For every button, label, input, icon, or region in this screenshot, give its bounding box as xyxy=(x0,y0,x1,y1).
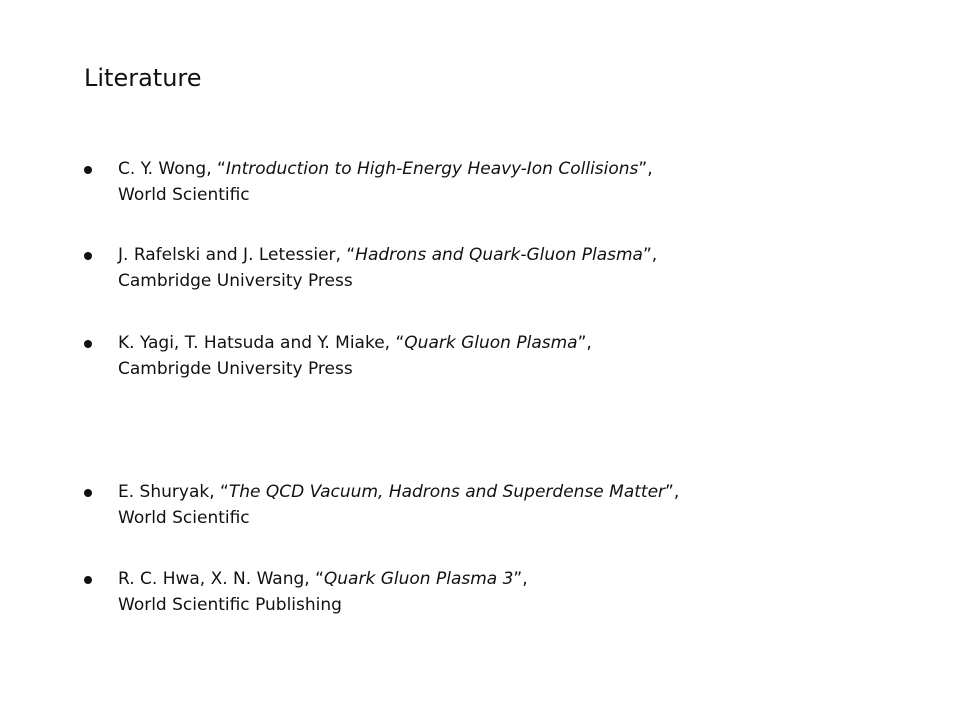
reference-text xyxy=(118,479,918,531)
reference-text xyxy=(118,156,918,208)
bullet-icon xyxy=(84,489,92,497)
reference-line-1 xyxy=(118,330,918,356)
reference-line-1 xyxy=(118,479,918,505)
reference-publisher: World Scientific xyxy=(118,508,250,528)
close-quote: ”, xyxy=(577,333,592,353)
reference-authors: R. C. Hwa, X. N. Wang, xyxy=(118,569,316,589)
reference-publisher: Cambridge University Press xyxy=(118,271,353,291)
reference-authors: K. Yagi, T. Hatsuda and Y. Miake, xyxy=(118,333,396,353)
bullet-icon xyxy=(84,340,92,348)
reference-title: Quark Gluon Plasma 3 xyxy=(323,569,514,589)
reference-publisher: Cambrigde University Press xyxy=(118,359,353,379)
close-quote: ”, xyxy=(638,159,653,179)
open-quote: “ xyxy=(346,245,356,265)
reference-title: Hadrons and Quark-Gluon Plasma xyxy=(355,245,643,265)
close-quote: ”, xyxy=(642,245,658,265)
reference-line-1 xyxy=(118,242,918,268)
reference-text xyxy=(118,242,918,294)
reference-title: Quark Gluon Plasma xyxy=(404,333,578,353)
reference-authors: J. Rafelski and J. Letessier, xyxy=(118,245,347,265)
bullet-icon xyxy=(84,576,92,584)
reference-publisher: World Scientific xyxy=(118,185,250,205)
reference-text xyxy=(118,566,918,618)
open-quote: “ xyxy=(217,159,226,179)
open-quote: “ xyxy=(220,482,229,502)
reference-title: Introduction to High-Energy Heavy-Ion Collisions xyxy=(225,159,639,179)
reference-authors: C. Y. Wong, xyxy=(118,159,218,179)
close-quote: ”, xyxy=(665,482,680,502)
reference-title: The QCD Vacuum, Hadrons and Superdense Matter xyxy=(228,482,666,502)
reference-authors: E. Shuryak, xyxy=(118,482,221,502)
reference-text xyxy=(118,330,918,382)
open-quote: “ xyxy=(315,569,324,589)
close-quote: ”, xyxy=(513,569,528,589)
reference-publisher: World Scientific Publishing xyxy=(118,595,342,615)
reference-line-1 xyxy=(118,566,918,592)
reference-line-1 xyxy=(118,156,918,182)
slide-title: Literature xyxy=(84,64,202,92)
open-quote: “ xyxy=(395,333,405,353)
bullet-icon xyxy=(84,166,92,174)
bullet-icon xyxy=(84,252,92,260)
